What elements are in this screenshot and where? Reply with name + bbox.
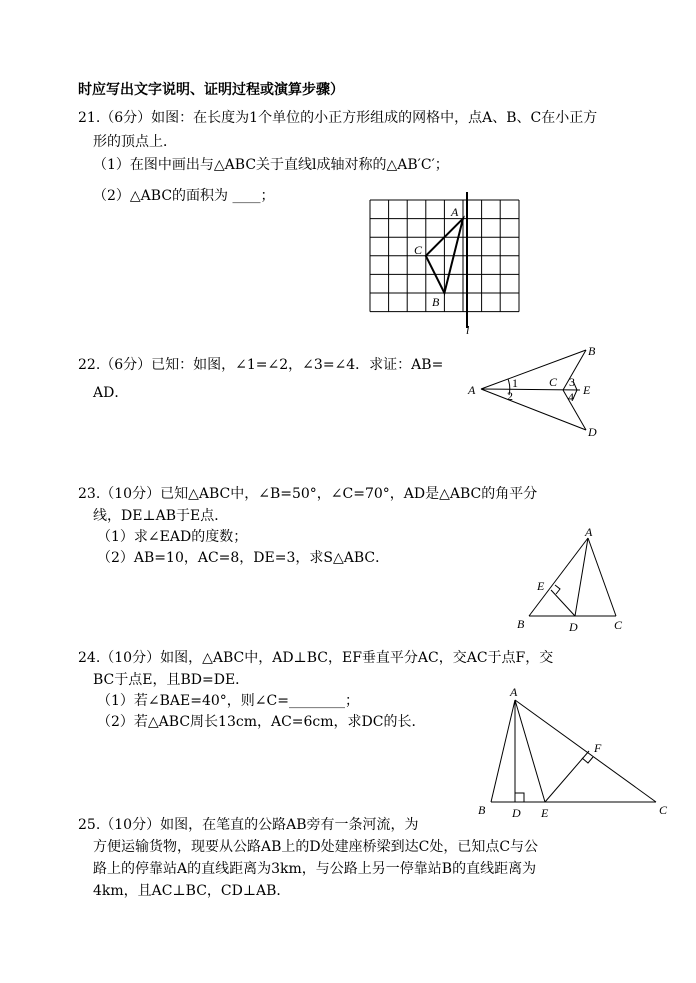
q21-grid-figure — [368, 190, 528, 340]
q24-label-b: B — [478, 803, 486, 817]
q23-part1: （1）求∠EAD的度数； — [97, 529, 248, 545]
q24-label-c: C — [659, 803, 668, 817]
q22-label-d: D — [588, 425, 597, 439]
q21-label-a: A — [451, 205, 459, 219]
q22-label-4: 4 — [568, 390, 574, 404]
q22-label-b: B — [588, 344, 596, 358]
q24-part2: （2）若△ABC周长13cm，AC=6cm，求DC的长． — [97, 714, 426, 730]
q24-part1: （1）若∠BAE=40°，则∠C=________； — [97, 693, 359, 709]
q24-label-d: D — [512, 806, 521, 820]
q23-label-c: C — [614, 618, 623, 632]
q21-part1: （1）在图中画出与△ABC关于直线l成轴对称的△AB′C′； — [93, 157, 449, 173]
q24-line1: 24.（10分）如图，△ABC中，AD⊥BC，EF垂直平分AC，交AC于点F，交 — [78, 650, 554, 666]
section-header: 时应写出文字说明、证明过程或演算步骤） — [78, 82, 344, 98]
q22-figure — [464, 340, 614, 440]
q23-label-b: B — [517, 617, 525, 631]
q25-line3: 路上的停靠站A的直线距离为3km，与公路上另一停靠站B的直线距离为 — [93, 861, 537, 877]
q21-label-b: B — [432, 295, 440, 309]
q25-line4: 4km，且AC⊥BC，CD⊥AB． — [93, 883, 291, 899]
q24-figure — [476, 684, 676, 824]
q22-line1: 22.（6分）已知：如图，∠1=∠2，∠3=∠4．求证：AB= — [78, 357, 444, 373]
q23-line1: 23.（10分）已知△ABC中，∠B=50°，∠C=70°，AD是△ABC的角平分 — [78, 486, 538, 502]
q21-line2: 形的顶点上． — [93, 134, 177, 150]
q21-label-l: l — [466, 323, 470, 337]
q22-label-1: 1 — [512, 376, 518, 390]
q21-part2: （2）△ABC的面积为 ____； — [93, 188, 275, 204]
q23-label-e: E — [537, 579, 545, 593]
q23-label-d: D — [569, 620, 578, 634]
q22-line2: AD． — [93, 385, 129, 401]
q24-label-f: F — [594, 741, 602, 755]
q21-label-c: C — [414, 243, 423, 257]
q25-line2: 方便运输货物，现要从公路AB上的D处建座桥梁到达C处，已知点C与公 — [93, 839, 539, 855]
q22-label-2: 2 — [507, 389, 513, 403]
q23-label-a: A — [585, 525, 593, 539]
q23-line2: 线，DE⊥AB于E点． — [93, 508, 229, 524]
q24-label-e: E — [541, 806, 549, 820]
q24-line2: BC于点E，且BD=DE． — [93, 672, 250, 688]
q22-label-a: A — [468, 383, 476, 397]
q23-part2: （2）AB=10，AC=8，DE=3，求S△ABC． — [97, 550, 390, 566]
q22-label-3: 3 — [569, 375, 575, 389]
q23-figure — [512, 525, 632, 638]
q24-label-a: A — [510, 685, 518, 699]
q21-line1: 21.（6分）如图：在长度为1个单位的小正方形组成的网格中，点A、B、C在小正方 — [78, 110, 598, 126]
q22-label-c: C — [549, 375, 558, 389]
q25-line1: 25.（10分）如图，在笔直的公路AB旁有一条河流，为 — [78, 817, 419, 833]
q22-label-e: E — [583, 383, 591, 397]
